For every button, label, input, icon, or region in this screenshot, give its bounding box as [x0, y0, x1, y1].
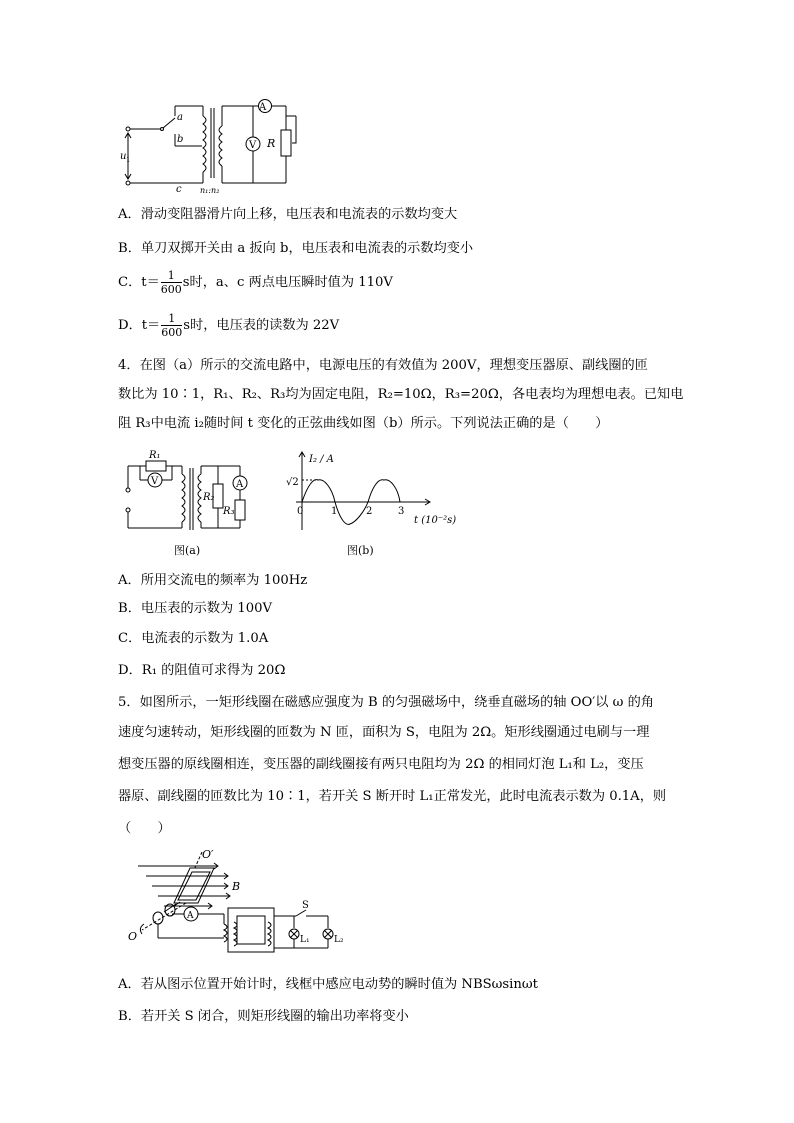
- q4-stem-line-3: 阻 R₃中电流 i₂随时间 t 变化的正弦曲线如图（b）所示。下列说法正确的是（ ）: [118, 416, 609, 431]
- fig-a-ammeter-label: A: [236, 479, 244, 490]
- q4-stem-line-2: 数比为 10∶1，R₁、R₂、R₃均为固定电阻，R₂=10Ω，R₃=20Ω，各电表均为理想电表。已知电: [118, 387, 684, 402]
- u1-label: u: [120, 151, 127, 162]
- turns-ratio-label: n₁:n₂: [200, 186, 220, 195]
- q5-stem-line-4: 器原、副线圈的匝数比为 10∶1，若开关 S 断开时 L₁正常发光，此时电流表示数为 0.1A，则: [118, 789, 667, 804]
- q5-option-a: A．若从图示位置开始计时，线框中感应电动势的瞬时值为 NBSωsinωt: [118, 977, 538, 992]
- q4-option-b: B．电压表的示数为 100V: [118, 601, 273, 616]
- q4-figure-b-caption: 图(b): [347, 544, 374, 557]
- q5-fig-l2-label: L₂: [334, 935, 344, 945]
- q4-option-d: D．R₁ 的阻值可求得为 20Ω: [118, 663, 286, 678]
- transformer-circuit-figure: [118, 96, 308, 196]
- u1-sub-label: 1: [126, 156, 131, 164]
- voltmeter-label: V: [249, 140, 257, 151]
- q5-fig-switch-label: S: [302, 900, 309, 911]
- switch-a-label: a: [177, 112, 183, 123]
- fig-a-voltmeter-label: V: [151, 476, 159, 487]
- q3-option-d-prefix: D．t＝: [118, 318, 161, 333]
- q4-option-c: C．电流表的示数为 1.0A: [118, 631, 269, 646]
- q4-figure-a: [118, 448, 258, 554]
- q5-fig-o-label: O: [128, 930, 138, 943]
- fig-b-y-tick: √2: [286, 477, 299, 488]
- q5-stem-line-5: （ ）: [118, 821, 171, 836]
- q3-option-c-fraction: $\frac{1}{600}$: [160, 269, 182, 296]
- fig-a-r3-label: R₃: [223, 506, 235, 517]
- q5-stem-line-2: 速度匀速转动，矩形线圈的匝数为 N 匝，面积为 S，电阻为 2Ω。矩形线圈通过电刷与一理: [118, 725, 650, 740]
- q5-option-b: B．若开关 S 闭合，则矩形线圈的输出功率将变小: [118, 1009, 409, 1024]
- q5-rotating-coil-figure: [118, 848, 358, 960]
- fig-a-r2-label: R₂: [203, 492, 215, 503]
- fig-b-origin: 0: [297, 506, 304, 517]
- fig-b-x-tick-1: 1: [331, 506, 338, 517]
- q4-figure-a-caption: 图(a): [174, 544, 201, 557]
- q5-fig-b-label: B: [232, 880, 241, 893]
- q5-fig-o-prime-label: O′: [202, 848, 214, 861]
- q3-option-c: [118, 265, 393, 301]
- q5-stem-line-3: 想变压器的原线圈相连，变压器的副线圈接有两只电阻均为 2Ω 的相同灯泡 L₁和 L₂，变压: [118, 757, 644, 772]
- q3-option-d-suffix: s时，电压表的读数为 22V: [183, 318, 340, 333]
- switch-b-label: b: [177, 134, 184, 145]
- q3-option-d-fraction: $\frac{1}{600}$: [161, 312, 183, 339]
- q4-option-a: A．所用交流电的频率为 100Hz: [118, 573, 308, 588]
- fig-a-r1-label: R₁: [149, 450, 161, 461]
- q5-fig-l1-label: L₁: [300, 935, 310, 945]
- q4-stem-line-1: 4．在图（a）所示的交流电路中，电源电压的有效值为 200V，理想变压器原、副线圈的匝: [118, 358, 648, 373]
- q3-option-d: [118, 308, 339, 344]
- q4-figure-b: [282, 448, 462, 534]
- fig-b-x-tick-3: 3: [398, 506, 405, 517]
- q3-option-c-suffix: s时，a、c 两点电压瞬时值为 110V: [182, 275, 393, 290]
- ammeter-label: A: [259, 102, 267, 113]
- fig-b-x-tick-2: 2: [366, 506, 373, 517]
- fig-b-x-axis-label: t (10⁻²s): [414, 515, 457, 526]
- terminal-c-label: c: [176, 184, 182, 195]
- fig-b-y-axis-label: I₂ / A: [309, 454, 334, 465]
- q5-fig-ammeter-label: A: [187, 911, 194, 921]
- q3-option-c-prefix: C．t＝: [118, 275, 160, 290]
- q5-stem-line-1: 5．如图所示，一矩形线圈在磁感应强度为 B 的匀强磁场中，绕垂直磁场的轴 OO′以 ω 的角: [118, 695, 654, 710]
- q3-option-a: A．滑动变阻器滑片向上移，电压表和电流表的示数均变大: [118, 207, 458, 222]
- resistor-label: R: [267, 137, 276, 150]
- q3-option-b: B．单刀双掷开关由 a 扳向 b，电压表和电流表的示数均变小: [118, 241, 474, 256]
